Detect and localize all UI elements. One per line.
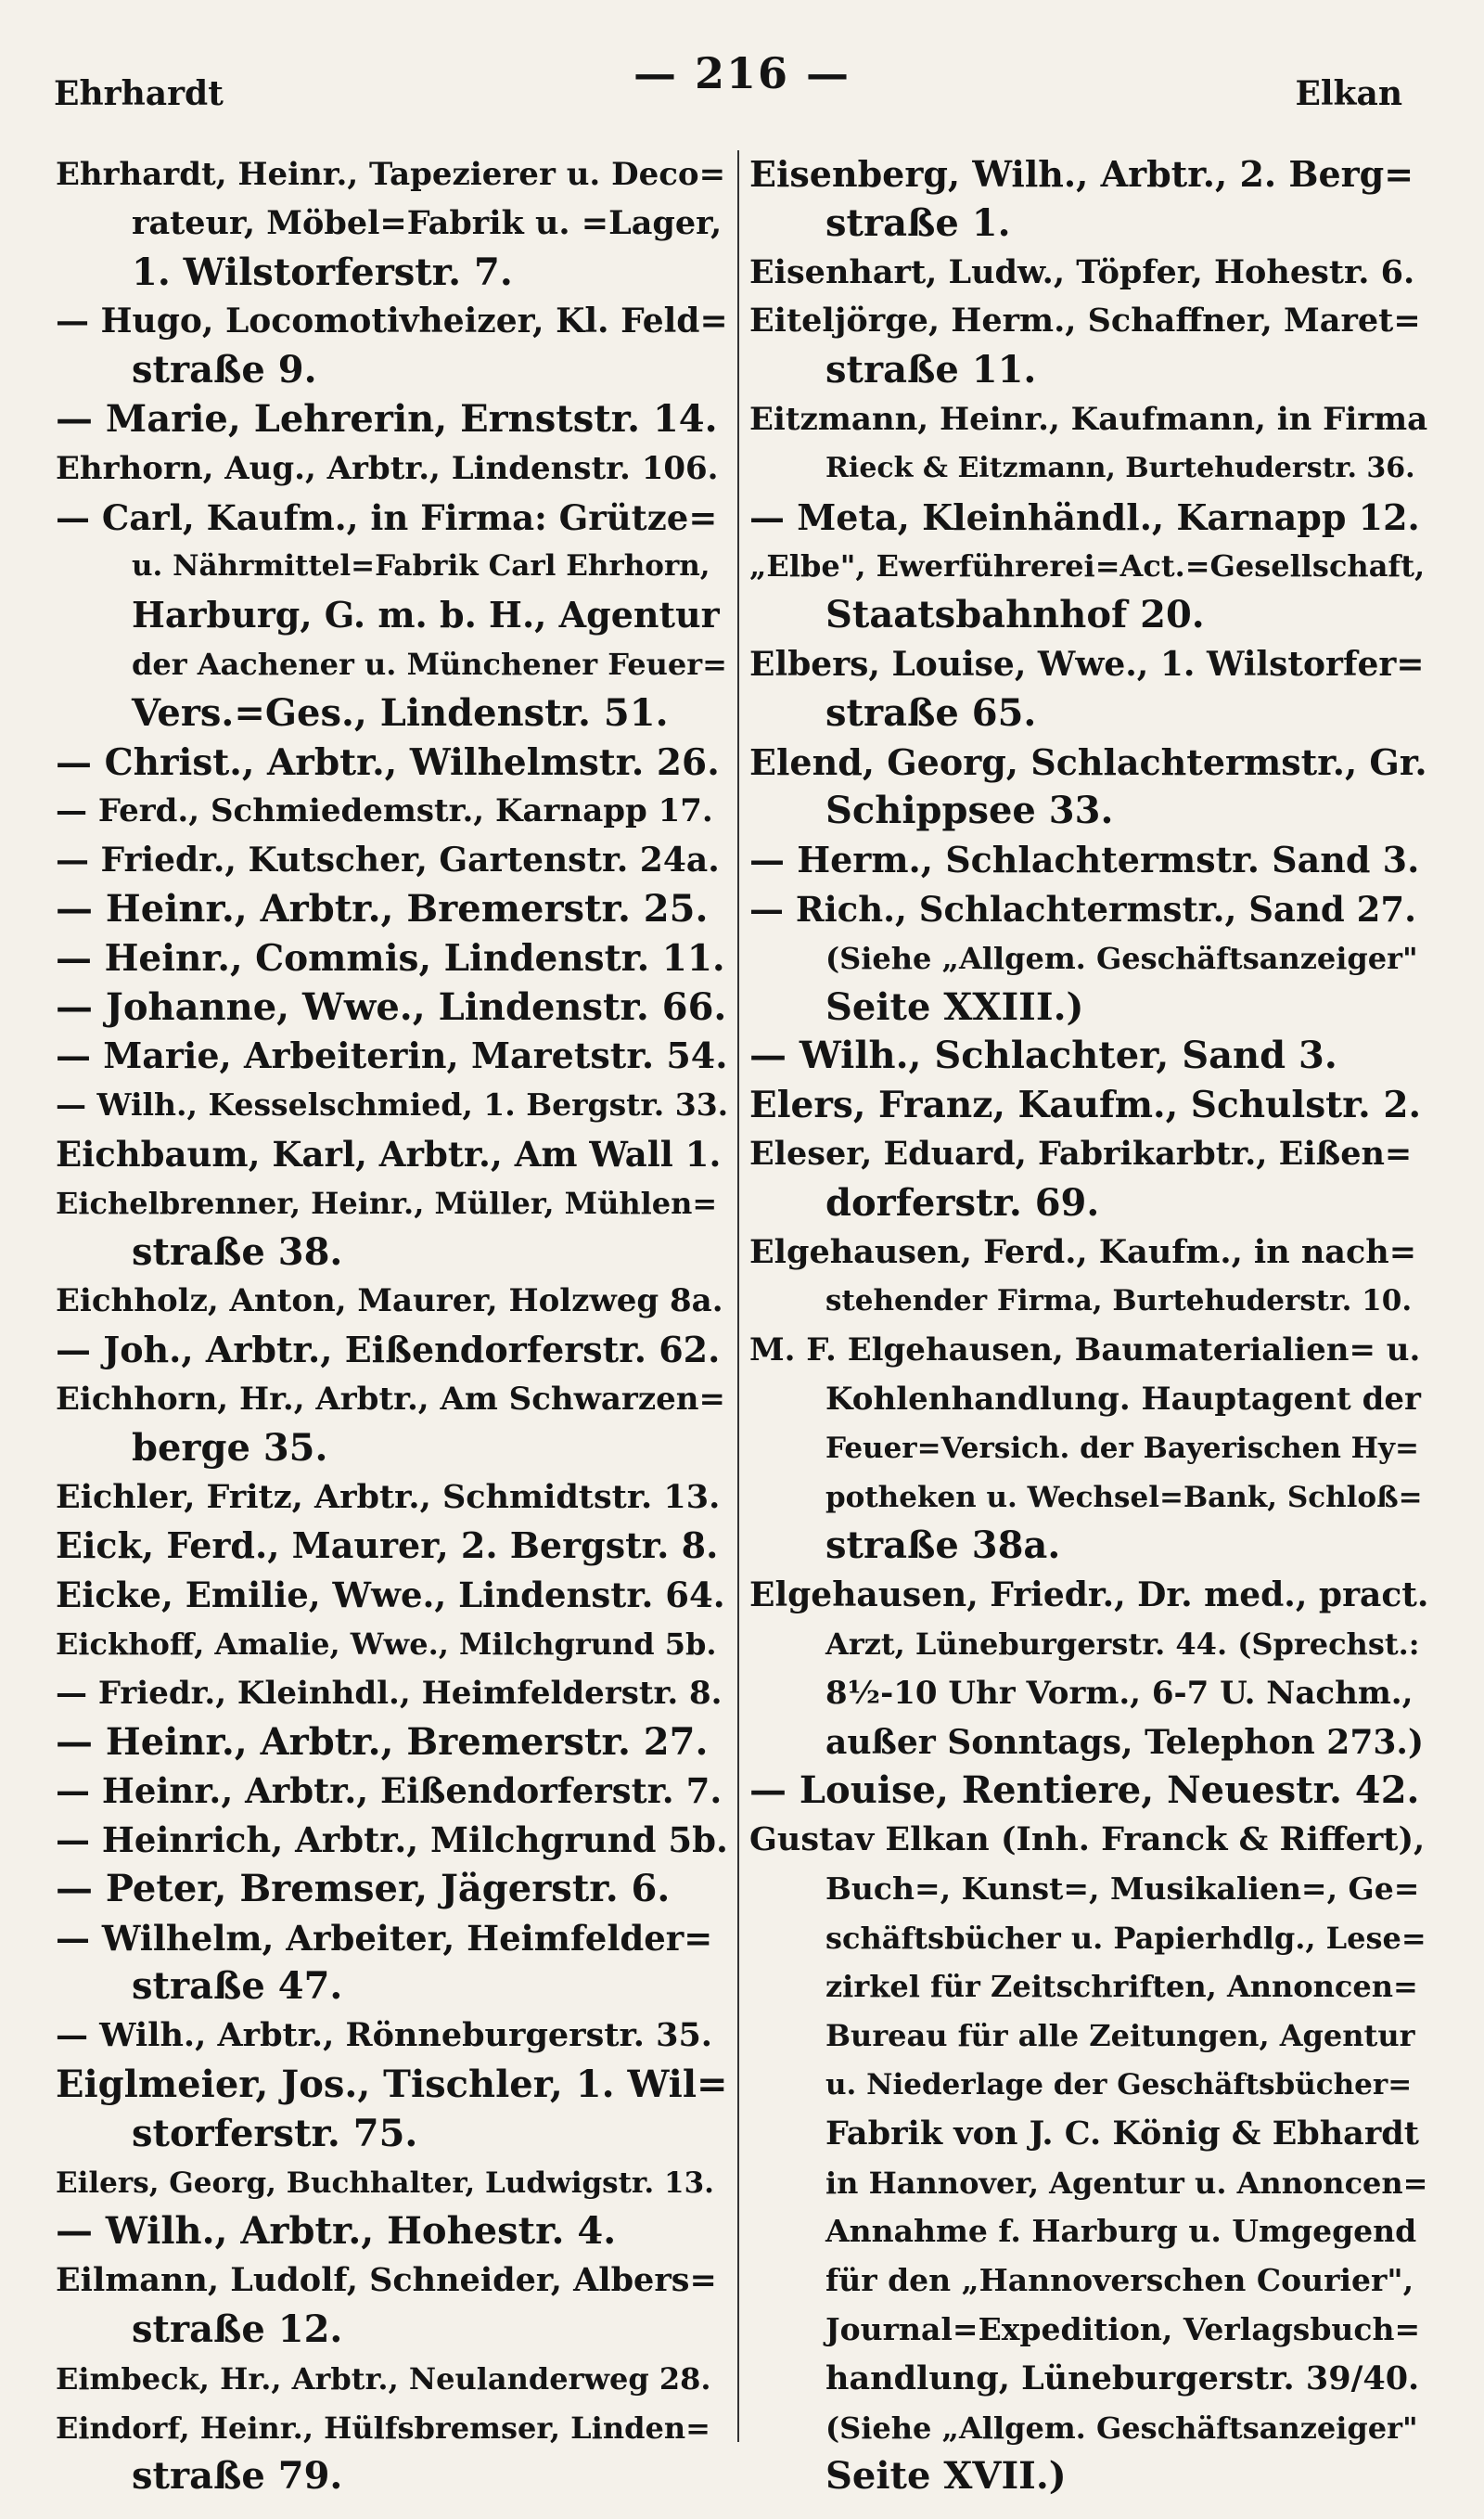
- entry-continuation-line: Annahme f. Harburg u. Umgegend: [825, 2213, 1417, 2250]
- entry-continuation-line: Schippsee 33.: [825, 789, 1114, 833]
- entry-continuation-line: 8½-10 Uhr Vorm., 6-7 U. Nachm.,: [825, 1674, 1414, 1712]
- entry-line: — Marie, Lehrerin, Ernststr. 14.: [56, 396, 718, 441]
- entry-continuation-line: straße 38.: [132, 1229, 343, 1274]
- entry-continuation-line: Bureau für alle Zeitungen, Agentur: [825, 2018, 1415, 2054]
- entry-continuation-line: Fabrik von J. C. König & Ebhardt: [825, 2114, 1419, 2153]
- entry-continuation-line: straße 9.: [132, 348, 317, 392]
- entry-continuation-line: Arzt, Lüneburgerstr. 44. (Sprechst.:: [825, 1626, 1420, 1662]
- entry-line: Eichholz, Anton, Maurer, Holzweg 8a.: [56, 1282, 723, 1320]
- entry-continuation-line: (Siehe „Allgem. Geschäftsanzeiger": [825, 2410, 1418, 2446]
- entry-continuation-line: berge 35.: [132, 1425, 328, 1470]
- entry-line: — Friedr., Kutscher, Gartenstr. 24a.: [56, 841, 720, 880]
- entry-continuation-line: (Siehe „Allgem. Geschäftsanzeiger": [825, 940, 1418, 976]
- left-column: [56, 150, 728, 2501]
- entry-line: „Elbe", Ewerführerei=Act.=Gesellschaft,: [749, 548, 1426, 585]
- entry-line: Eisenberg, Wilh., Arbtr., 2. Berg=: [749, 153, 1414, 195]
- entry-continuation-line: Journal=Expedition, Verlagsbuch=: [825, 2311, 1421, 2348]
- entry-line: Eimbeck, Hr., Arbtr., Neulanderweg 28.: [56, 2360, 711, 2397]
- entry-continuation-line: handlung, Lüneburgerstr. 39/40.: [825, 2358, 1420, 2397]
- entry-line: — Rich., Schlachtermstr., Sand 27.: [749, 888, 1417, 930]
- entry-line: — Heinr., Arbtr., Bremerstr. 27.: [56, 1719, 709, 1764]
- entry-line: Eindorf, Heinr., Hülfsbremser, Linden=: [56, 2410, 710, 2446]
- page-number: — 216 —: [633, 48, 851, 98]
- entry-continuation-line: straße 12.: [132, 2307, 343, 2352]
- entry-line: Elers, Franz, Kaufm., Schulstr. 2.: [749, 1084, 1422, 1127]
- running-head-left: Ehrhardt: [54, 74, 224, 113]
- entry-line: Eicke, Emilie, Wwe., Lindenstr. 64.: [56, 1574, 725, 1616]
- entry-continuation-line: für den „Hannoverschen Courier",: [825, 2262, 1414, 2299]
- entry-continuation-line: dorferstr. 69.: [825, 1180, 1100, 1225]
- entry-continuation-line: straße 79.: [132, 2454, 343, 2499]
- entry-continuation-line: Seite XXIII.): [825, 984, 1084, 1029]
- right-column: [749, 150, 1428, 2501]
- entry-line: M. F. Elgehausen, Baumaterialien= u.: [749, 1331, 1421, 1369]
- entry-continuation-line: stehender Firma, Burtehuderstr. 10.: [825, 1284, 1413, 1318]
- entry-line: Eiglmeier, Jos., Tischler, 1. Wil=: [56, 2063, 728, 2107]
- entry-continuation-line: Rieck & Eitzmann, Burtehuderstr. 36.: [825, 451, 1415, 484]
- entry-line: — Meta, Kleinhändl., Karnapp 12.: [749, 495, 1420, 538]
- entry-continuation-line: außer Sonntags, Telephon 273.): [825, 1722, 1424, 1762]
- entry-continuation-line: straße 47.: [132, 1964, 343, 2009]
- entry-line: Eick, Ferd., Maurer, 2. Bergstr. 8.: [56, 1524, 719, 1567]
- entry-line: — Heinr., Arbtr., Bremerstr. 25.: [56, 886, 709, 931]
- entry-line: — Herm., Schlachtermstr. Sand 3.: [749, 839, 1420, 881]
- entry-continuation-line: storferstr. 75.: [132, 2111, 418, 2155]
- entry-continuation-line: u. Nährmittel=Fabrik Carl Ehrhorn,: [132, 549, 710, 584]
- entry-continuation-line: Feuer=Versich. der Bayerischen Hy=: [825, 1431, 1419, 1465]
- entry-continuation-line: Seite XVII.): [825, 2454, 1067, 2499]
- entry-continuation-line: 1. Wilstorferstr. 7.: [132, 250, 513, 294]
- entry-line: Elend, Georg, Schlachtermstr., Gr.: [749, 740, 1427, 783]
- running-head-right: Elkan: [1295, 74, 1402, 113]
- entry-continuation-line: Staatsbahnhof 20.: [825, 593, 1205, 637]
- entry-continuation-line: straße 65.: [825, 690, 1037, 735]
- entry-line: Elbers, Louise, Wwe., 1. Wilstorfer=: [749, 644, 1425, 684]
- entry-line: — Ferd., Schmiedemstr., Karnapp 17.: [56, 792, 713, 830]
- entry-line: — Wilh., Arbtr., Rönneburgerstr. 35.: [56, 2016, 712, 2055]
- entry-line: — Wilh., Arbtr., Hohestr. 4.: [56, 2209, 617, 2254]
- entry-line: — Louise, Rentiere, Neuestr. 42.: [749, 1768, 1420, 1813]
- entry-line: — Heinrich, Arbtr., Milchgrund 5b.: [56, 1819, 728, 1861]
- entry-line: Eichelbrenner, Heinr., Müller, Mühlen=: [56, 1185, 718, 1221]
- entry-line: Eitzmann, Heinr., Kaufmann, in Firma: [749, 400, 1428, 438]
- entry-continuation-line: potheken u. Wechsel=Bank, Schloß=: [825, 1480, 1423, 1514]
- entry-line: Eickhoff, Amalie, Wwe., Milchgrund 5b.: [56, 1626, 717, 1662]
- column-divider: [737, 150, 739, 2442]
- entry-line: Eisenhart, Ludw., Töpfer, Hohestr. 6.: [749, 252, 1415, 291]
- entry-line: — Wilh., Kesselschmied, 1. Bergstr. 33.: [56, 1086, 728, 1124]
- entry-line: Eilers, Georg, Buchhalter, Ludwigstr. 13.: [56, 2166, 714, 2200]
- entry-line: Ehrhorn, Aug., Arbtr., Lindenstr. 106.: [56, 449, 719, 487]
- entry-continuation-line: Kohlenhandlung. Hauptagent der: [825, 1380, 1421, 1418]
- entry-line: — Carl, Kaufm., in Firma: Grütze=: [56, 496, 718, 538]
- entry-line: — Johanne, Wwe., Lindenstr. 66.: [56, 984, 727, 1029]
- entry-line: — Hugo, Locomotivheizer, Kl. Feld=: [56, 302, 728, 341]
- entry-continuation-line: der Aachener u. Münchener Feuer=: [132, 646, 727, 682]
- entry-continuation-line: u. Niederlage der Geschäftsbücher=: [825, 2068, 1413, 2102]
- entry-continuation-line: straße 11.: [825, 348, 1037, 392]
- entry-line: Eilmann, Ludolf, Schneider, Albers=: [56, 2261, 717, 2300]
- entry-line: — Wilhelm, Arbeiter, Heimfelder=: [56, 1917, 713, 1959]
- entry-line: — Christ., Arbtr., Wilhelmstr. 26.: [56, 740, 720, 784]
- entry-continuation-line: in Hannover, Agentur u. Annoncen=: [825, 2165, 1428, 2201]
- entry-line: — Heinr., Commis, Lindenstr. 11.: [56, 936, 725, 980]
- entry-continuation-line: straße 38a.: [825, 1523, 1061, 1568]
- entry-continuation-line: Harburg, G. m. b. H., Agentur: [132, 594, 720, 636]
- entry-continuation-line: Vers.=Ges., Lindenstr. 51.: [132, 690, 669, 735]
- entry-line: Ehrhardt, Heinr., Tapezierer u. Deco=: [56, 156, 726, 193]
- entry-line: — Peter, Bremser, Jägerstr. 6.: [56, 1866, 671, 1910]
- entry-line: Elgehausen, Friedr., Dr. med., pract.: [749, 1575, 1428, 1615]
- entry-line: — Marie, Arbeiterin, Maretstr. 54.: [56, 1035, 728, 1077]
- entry-line: Eleser, Eduard, Fabrikarbtr., Eißen=: [749, 1134, 1413, 1173]
- entry-line: Eichbaum, Karl, Arbtr., Am Wall 1.: [56, 1133, 722, 1175]
- entry-line: Gustav Elkan (Inh. Franck & Riffert),: [749, 1820, 1426, 1859]
- entry-continuation-line: straße 1.: [825, 200, 1011, 245]
- entry-line: — Joh., Arbtr., Eißendorferstr. 62.: [56, 1329, 721, 1371]
- entry-continuation-line: Buch=, Kunst=, Musikalien=, Ge=: [825, 1870, 1420, 1907]
- entry-line: — Friedr., Kleinhdl., Heimfelderstr. 8.: [56, 1674, 723, 1712]
- entry-line: Eiteljörge, Herm., Schaffner, Maret=: [749, 302, 1421, 341]
- entry-continuation-line: schäftsbücher u. Papierhdlg., Lese=: [825, 1920, 1426, 1956]
- entry-continuation-line: rateur, Möbel=Fabrik u. =Lager,: [132, 203, 723, 242]
- entry-line: Eichler, Fritz, Arbtr., Schmidtstr. 13.: [56, 1477, 721, 1516]
- entry-line: — Heinr., Arbtr., Eißendorferstr. 7.: [56, 1770, 723, 1812]
- entry-line: Elgehausen, Ferd., Kaufm., in nach=: [749, 1232, 1417, 1271]
- entry-continuation-line: zirkel für Zeitschriften, Annoncen=: [825, 1969, 1418, 2005]
- entry-line: Eichhorn, Hr., Arbtr., Am Schwarzen=: [56, 1380, 725, 1418]
- entry-line: — Wilh., Schlachter, Sand 3.: [749, 1034, 1337, 1078]
